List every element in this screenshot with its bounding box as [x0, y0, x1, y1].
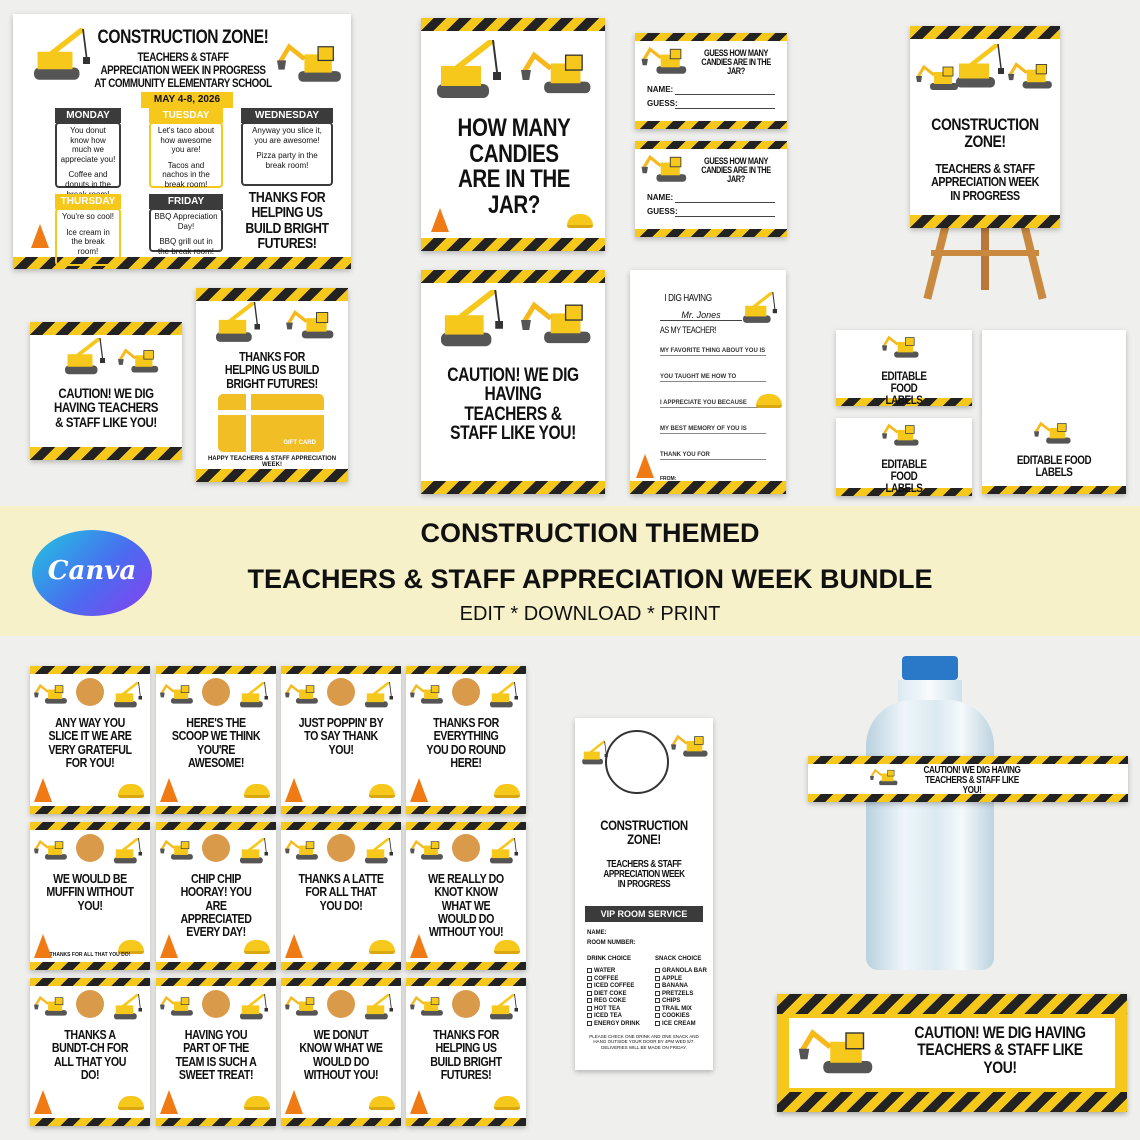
easel-sub: TEACHERS & STAFF APPRECIATION WEEK IN PROGRESS: [931, 161, 1039, 203]
cone-icon: [160, 778, 178, 802]
crane-illustration: [486, 682, 522, 710]
hard-hat-icon: [494, 940, 520, 954]
hard-hat-icon: [369, 940, 395, 954]
hazard-stripe: [156, 978, 276, 986]
snack-option[interactable]: COOKIES: [655, 1013, 711, 1021]
hazard-stripe: [982, 486, 1126, 494]
treat-icon: [327, 834, 355, 862]
crane-illustration: [110, 994, 146, 1022]
bottle-label: [808, 756, 1128, 802]
treat-icon: [76, 678, 104, 706]
tag-text: WE WOULD BE MUFFIN WITHOUT YOU!: [46, 871, 134, 913]
cone-icon: [160, 1090, 178, 1114]
guess-guess-line: [675, 216, 775, 217]
canva-logo-text: Canva: [47, 556, 137, 586]
candy-bar-panel: [789, 1018, 1115, 1088]
hard-hat-icon: [244, 940, 270, 954]
hazard-stripe: [196, 288, 348, 301]
water-bottle: [862, 656, 998, 970]
guess-guess-label: GUESS:: [647, 99, 678, 108]
guess-name-label: NAME:: [647, 85, 674, 94]
bottle-label-text: CAUTION! WE DIG HAVING TEACHERS & STAFF LIKE YOU!: [923, 765, 1021, 797]
hard-hat-icon: [118, 1096, 144, 1110]
appreciation-tag-6: [156, 822, 276, 970]
treat-icon: [452, 834, 480, 862]
hazard-stripe: [421, 481, 605, 494]
hazard-stripe: [30, 1118, 150, 1126]
guess-card-2: [635, 141, 787, 237]
excavator-illustration: [870, 766, 900, 790]
schedule-flyer: [13, 14, 351, 269]
candy-jar-sign: [421, 18, 605, 251]
hazard-stripe: [156, 806, 276, 814]
hazard-stripe: [30, 447, 182, 460]
excavator-illustration: [160, 994, 196, 1020]
flyer-sub3: AT COMMUNITY ELEMENTARY SCHOOL: [94, 76, 272, 90]
snack-option[interactable]: TRAIL MIX: [655, 1006, 711, 1014]
dig-line1: I DIG HAVING: [664, 293, 712, 304]
crane-illustration: [110, 838, 146, 866]
guess-card-1: [635, 33, 787, 129]
drink-option[interactable]: WATER: [587, 968, 649, 976]
tag-text: CHIP CHIP HOORAY! YOU ARE APPRECIATED EVERY DAY!: [180, 871, 252, 939]
tag-text: THANKS A LATTE FOR ALL THAT YOU DO!: [298, 871, 384, 913]
hard-hat-icon: [567, 214, 593, 228]
excavator-illustration: [641, 153, 691, 187]
food-label-3: [982, 330, 1126, 494]
canva-logo: [32, 530, 152, 616]
caution-card-small: [30, 322, 182, 460]
banner-line1: CONSTRUCTION THEMED: [420, 518, 760, 548]
excavator-illustration: [285, 994, 321, 1020]
cone-icon: [410, 934, 428, 958]
snack-option[interactable]: BANANA: [655, 983, 711, 991]
hazard-stripe: [156, 822, 276, 830]
guess-guess-line: [675, 108, 775, 109]
crane-illustration: [236, 838, 272, 866]
hazard-stripe: [406, 806, 526, 814]
day-box-thursday: You're so cool! Ice cream in the break room!: [55, 208, 121, 266]
appreciation-tag-5: [30, 822, 150, 970]
hard-hat-icon: [244, 784, 270, 798]
banner-line2: TEACHERS & STAFF APPRECIATION WEEK BUNDLE: [247, 564, 933, 594]
day-header-wednesday: WEDNESDAY: [241, 108, 333, 123]
day-header-tuesday: TUESDAY: [149, 108, 223, 123]
flyer-thanks: THANKS FOR HELPING US BUILD BRIGHT FUTURES!: [245, 189, 329, 252]
hazard-stripe: [30, 978, 150, 986]
snack-option[interactable]: GRANOLA BAR: [655, 968, 711, 976]
drink-option[interactable]: COFFEE: [587, 976, 649, 984]
drink-option[interactable]: REG COKE: [587, 998, 649, 1006]
cone-icon: [285, 1090, 303, 1114]
excavator-illustration: [285, 682, 321, 708]
hard-hat-icon: [244, 1096, 270, 1110]
food-label-text: EDITABLE FOOD LABELS: [881, 457, 927, 496]
hazard-stripe: [281, 1118, 401, 1126]
day-header-friday: FRIDAY: [149, 194, 223, 209]
tag-text: THANKS FOR EVERYTHING YOU DO ROUND HERE!: [426, 715, 506, 770]
appreciation-tag-10: [156, 978, 276, 1126]
excavator-illustration: [160, 682, 196, 708]
appreciation-tag-4: [406, 666, 526, 814]
dump-truck-illustration: [671, 732, 711, 762]
flyer-sub2: APPRECIATION WEEK IN PROGRESS: [100, 63, 266, 77]
crane-illustration: [486, 838, 522, 866]
tag-text: HAVING YOU PART OF THE TEAM IS SUCH A SWEET TREAT!: [175, 1027, 257, 1082]
cone-icon: [636, 454, 654, 478]
hard-hat-icon: [369, 1096, 395, 1110]
cone-icon: [285, 934, 303, 958]
food-label-2: [836, 418, 972, 496]
appreciation-tag-8: [406, 822, 526, 970]
excavator-illustration: [1034, 420, 1074, 448]
hazard-stripe: [30, 322, 182, 335]
snack-option[interactable]: APPLE: [655, 976, 711, 984]
excavator-illustration: [916, 62, 962, 96]
easel: [905, 220, 1065, 302]
gift-footer: HAPPY TEACHERS & STAFF APPRECIATION WEEK!: [207, 456, 337, 468]
caution-large-text: CAUTION! WE DIG HAVING TEACHERS & STAFF LIKE YOU!: [447, 365, 579, 445]
crane-illustration: [738, 292, 782, 326]
appreciation-tag-9: [30, 978, 150, 1126]
treat-icon: [76, 990, 104, 1018]
excavator-illustration: [521, 48, 597, 102]
treat-icon: [327, 678, 355, 706]
cone-icon: [431, 208, 449, 232]
hazard-stripe: [777, 994, 1127, 1014]
bottle-body: [866, 700, 994, 970]
crane-illustration: [579, 734, 611, 774]
appreciation-tag-12: [406, 978, 526, 1126]
appreciation-tag-1: [30, 666, 150, 814]
excavator-illustration: [285, 838, 321, 864]
muffin-small-text: THANKS FOR ALL THAT YOU DO!: [49, 952, 131, 958]
crane-illustration: [486, 994, 522, 1022]
drink-head: DRINK CHOICE: [587, 956, 632, 962]
excavator-illustration: [1008, 60, 1056, 94]
tag-text: WE REALLY DO KNOT KNOW WHAT WE WOULD DO WITHOUT YOU!: [428, 871, 504, 939]
appreciation-tag-7: [281, 822, 401, 970]
hazard-stripe: [421, 238, 605, 251]
drink-option[interactable]: DIET COKE: [587, 991, 649, 999]
hazard-stripe: [30, 806, 150, 814]
caution-sign-large: [421, 270, 605, 494]
crane-illustration: [433, 290, 511, 352]
drink-option[interactable]: ICED COFFEE: [587, 983, 649, 991]
gift-card-holder: [196, 288, 348, 482]
crane-illustration: [27, 28, 97, 86]
appreciation-tag-3: [281, 666, 401, 814]
excavator-illustration: [34, 682, 70, 708]
guess-title: GUESS HOW MANY CANDIES ARE IN THE JAR?: [701, 48, 771, 77]
tag-text: ANY WAY YOU SLICE IT WE ARE VERY GRATEFUL FOR YOU!: [48, 715, 132, 770]
guess-name-line: [675, 94, 775, 95]
i-dig-card: [630, 270, 786, 494]
crane-illustration: [361, 994, 397, 1022]
tag-text: WE DONUT KNOW WHAT WE WOULD DO WITHOUT YOU!: [299, 1027, 383, 1082]
teacher-name: Mr. Jones: [660, 310, 742, 321]
date-badge: MAY 4-8, 2026: [141, 92, 233, 108]
hazard-stripe: [635, 141, 787, 149]
day-header-monday: MONDAY: [55, 108, 121, 123]
snack-option[interactable]: PRETZELS: [655, 991, 711, 999]
hazard-stripe: [406, 978, 526, 986]
hard-hat-icon: [118, 784, 144, 798]
treat-icon: [76, 834, 104, 862]
from-label: FROM:: [660, 476, 677, 482]
candy-sign-text: HOW MANY CANDIES ARE IN THE JAR?: [457, 114, 571, 219]
door-hanger: [575, 718, 713, 1070]
hazard-stripe: [281, 978, 401, 986]
hazard-stripe: [777, 1092, 1127, 1112]
gift-card-label: GIFT CARD: [283, 440, 316, 446]
drink-option[interactable]: ENERGY DRINK: [587, 1021, 649, 1029]
excavator-illustration: [286, 308, 338, 344]
snack-list: [655, 968, 711, 1029]
excavator-illustration: [410, 838, 446, 864]
cone-icon: [31, 224, 49, 248]
treat-icon: [452, 678, 480, 706]
vip-bar: VIP ROOM SERVICE: [585, 906, 703, 922]
excavator-illustration: [641, 45, 691, 79]
excavator-illustration: [34, 994, 70, 1020]
excavator-illustration: [34, 838, 70, 864]
hazard-stripe: [635, 121, 787, 129]
day-box-friday: BBQ Appreciation Day! BBQ grill out in the break room!: [149, 208, 223, 252]
hard-hat-icon: [494, 784, 520, 798]
hard-hat-icon: [369, 784, 395, 798]
snack-option[interactable]: CHIPS: [655, 998, 711, 1006]
crane-illustration: [60, 338, 110, 378]
crane-illustration: [210, 302, 266, 346]
hazard-stripe: [630, 481, 786, 494]
hard-hat-icon: [494, 1096, 520, 1110]
easel-sign: [910, 26, 1060, 228]
hazard-stripe: [406, 1118, 526, 1126]
door-hole: [605, 730, 669, 794]
cone-icon: [410, 778, 428, 802]
tag-text: HERE'S THE SCOOP WE THINK YOU'RE AWESOME!: [171, 715, 261, 770]
gift-card: [218, 394, 324, 452]
hazard-stripe: [281, 822, 401, 830]
excavator-illustration: [277, 36, 347, 94]
crane-illustration: [236, 994, 272, 1022]
treat-icon: [202, 990, 230, 1018]
hazard-stripe: [30, 962, 150, 970]
door-note: PLEASE CHECK ONE DRINK AND ONE SNACK AND HANG OUTSIDE YOUR DOOR BY 4PM WED 5/7. DELIVERIES WILL BE MADE ON FRIDAY.: [589, 1034, 699, 1050]
banner-line3: EDIT * DOWNLOAD * PRINT: [459, 603, 721, 625]
excavator-illustration: [410, 994, 446, 1020]
crane-illustration: [429, 40, 509, 104]
crane-illustration: [361, 682, 397, 710]
gift-title: THANKS FOR HELPING US BUILD BRIGHT FUTURES!: [224, 349, 320, 391]
door-sub: TEACHERS & STAFF APPRECIATION WEEK IN PROGRESS: [603, 859, 685, 891]
food-label-text: EDITABLE FOOD LABELS: [1016, 453, 1092, 480]
easel-title: CONSTRUCTION ZONE!: [931, 115, 1039, 152]
hazard-stripe: [281, 666, 401, 674]
hazard-stripe: [196, 469, 348, 482]
hazard-stripe: [910, 26, 1060, 39]
excavator-illustration: [882, 422, 922, 450]
excavator-illustration: [882, 334, 922, 362]
hazard-stripe: [30, 822, 150, 830]
hazard-stripe: [635, 229, 787, 237]
flyer-title: CONSTRUCTION ZONE!: [97, 27, 269, 48]
prompt-list: MY FAVORITE THING ABOUT YOU IS YOU TAUGHT ME HOW TO I APPRECIATE YOU BECAUSE MY BEST MEMORY OF YOU IS THANK YOU FOR: [660, 348, 766, 458]
excavator-illustration: [160, 838, 196, 864]
tag-text: THANKS FOR HELPING US BUILD BRIGHT FUTURES!: [430, 1027, 502, 1082]
drink-list: [587, 968, 649, 1029]
excavator-illustration: [410, 682, 446, 708]
hazard-stripe: [910, 215, 1060, 228]
bottle-cap: [902, 656, 958, 680]
door-name-label: NAME:: [587, 930, 607, 936]
crane-illustration: [236, 682, 272, 710]
guess-title: GUESS HOW MANY CANDIES ARE IN THE JAR?: [701, 156, 771, 185]
candy-bar-wrapper: [777, 994, 1127, 1112]
hazard-stripe: [635, 33, 787, 41]
hazard-stripe: [156, 666, 276, 674]
cone-icon: [160, 934, 178, 958]
hazard-stripe: [406, 666, 526, 674]
appreciation-tag-11: [281, 978, 401, 1126]
crane-illustration: [110, 682, 146, 710]
day-header-thursday: THURSDAY: [55, 194, 121, 209]
guess-guess-label: GUESS:: [647, 207, 678, 216]
excavator-illustration: [118, 346, 162, 378]
snack-head: SNACK CHOICE: [655, 956, 702, 962]
treat-icon: [202, 834, 230, 862]
drink-option[interactable]: ICED TEA: [587, 1013, 649, 1021]
cone-icon: [34, 778, 52, 802]
tag-text: JUST POPPIN' BY TO SAY THANK YOU!: [298, 715, 384, 757]
hazard-stripe: [281, 806, 401, 814]
guess-name-line: [675, 202, 775, 203]
day-box-wednesday: Anyway you slice it, you are awesome! Pizza party in the break room!: [241, 122, 333, 186]
day-box-tuesday: Let's taco about how awesome you are! Tacos and nachos in the break room!: [149, 122, 223, 188]
day-box-monday: You donut know how much we appreciate you! Coffee and donuts in the: [55, 122, 121, 188]
snack-option[interactable]: ICE CREAM: [655, 1021, 711, 1029]
door-room-label: ROOM NUMBER:: [587, 940, 636, 946]
hazard-stripe: [30, 666, 150, 674]
appreciation-tag-2: [156, 666, 276, 814]
candy-bar-text: CAUTION! WE DIG HAVING TEACHERS & STAFF LIKE YOU!: [914, 1023, 1086, 1077]
drink-option[interactable]: HOT TEA: [587, 1006, 649, 1014]
crane-illustration: [361, 838, 397, 866]
hazard-stripe: [156, 962, 276, 970]
caution-small-text: CAUTION! WE DIG HAVING TEACHERS & STAFF LIKE YOU!: [54, 385, 158, 430]
hazard-stripe: [406, 962, 526, 970]
hazard-stripe: [808, 756, 1128, 764]
hard-hat-icon: [756, 394, 782, 408]
treat-icon: [452, 990, 480, 1018]
treat-icon: [202, 678, 230, 706]
treat-icon: [327, 990, 355, 1018]
hazard-stripe: [421, 18, 605, 31]
food-label-text: EDITABLE FOOD LABELS: [881, 369, 927, 406]
excavator-illustration: [521, 298, 597, 352]
cone-icon: [285, 778, 303, 802]
guess-name-label: NAME:: [647, 193, 674, 202]
door-title: CONSTRUCTION ZONE!: [600, 817, 688, 848]
hazard-stripe: [406, 822, 526, 830]
dig-line2: AS MY TEACHER!: [659, 325, 717, 335]
flyer-sub1: TEACHERS & STAFF: [137, 50, 229, 64]
hazard-stripe: [156, 1118, 276, 1126]
hazard-stripe: [281, 962, 401, 970]
hazard-stripe: [421, 270, 605, 283]
excavator-illustration: [797, 1026, 881, 1082]
cone-icon: [410, 1090, 428, 1114]
tag-text: THANKS A BUNDT-CH FOR ALL THAT YOU DO!: [51, 1027, 129, 1082]
cone-icon: [34, 1090, 52, 1114]
food-label-1: [836, 330, 972, 406]
